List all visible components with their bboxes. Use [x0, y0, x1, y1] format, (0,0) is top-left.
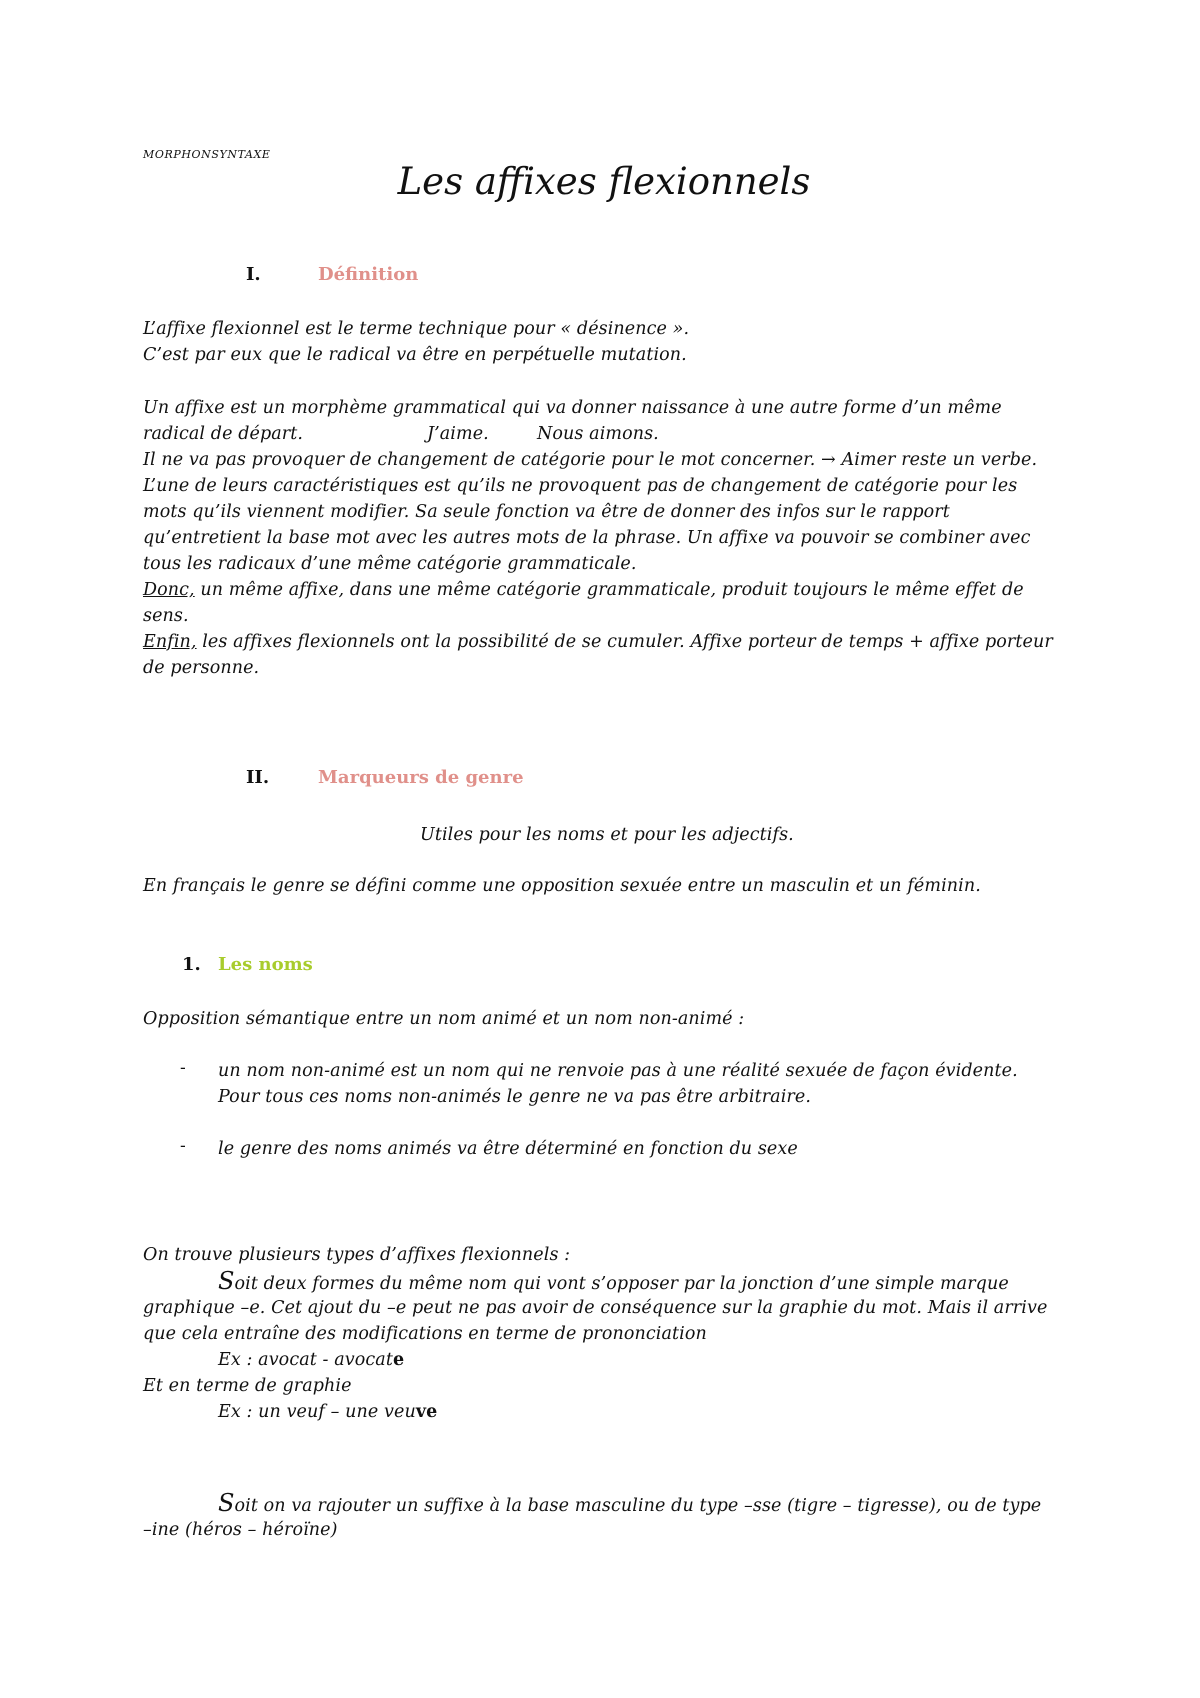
section-1-title: Définition [318, 264, 419, 285]
line-segment: oit deux formes du même nom qui vont s’opposer par la jonction d’une simple marque [234, 1274, 1009, 1294]
bullet-dash: - [180, 1058, 186, 1078]
title-text: Les affixes flexionnels [397, 160, 811, 203]
line-segment: oit on va rajouter un suffixe à la base masculine du type –sse (tigre – tigresse), ou de type [234, 1496, 1042, 1516]
line-segment: les affixes flexionnels ont la possibilité de se cumuler. Affixe porteur de temps + affixe porteur [196, 632, 1053, 652]
bullet-line: le genre des noms animés va être déterminé en fonction du sexe [218, 1139, 798, 1159]
paragraph-line [143, 577, 1024, 603]
bullet-line: un nom non-animé est un nom qui ne renvoie pas à une réalité sexuée de façon évidente. [218, 1061, 1018, 1081]
paragraph-line: mots qu’ils viennent modifier. Sa seule fonction va être de donner des infos sur le rapport [143, 502, 950, 522]
subsection-number: 1. [182, 954, 201, 975]
example-nous-aimons: Nous aimons. [537, 424, 659, 444]
underlined-word: Donc, [143, 580, 195, 600]
paragraph-line: de personne. [143, 658, 260, 678]
example-line [218, 1399, 437, 1425]
paragraph-line: graphique –e. Cet ajout du –e peut ne pas avoir de conséquence sur la graphie du mot. Mais il arrive [143, 1298, 1048, 1318]
paragraph-line: Opposition sémantique entre un nom animé et un nom non-animé : [143, 1009, 745, 1029]
paragraph-line: qu’entretient la base mot avec les autres mots de la phrase. Un affixe va pouvoir se combiner avec [143, 528, 1031, 548]
line-segment: radical de départ. [143, 424, 304, 444]
bold-letters: ve [415, 1402, 438, 1422]
drop-letter: S [218, 1267, 235, 1295]
section-1-number: I. [246, 264, 261, 285]
example-line [218, 1347, 404, 1373]
paragraph-line [218, 1490, 1041, 1519]
bullet-dash: - [180, 1136, 186, 1156]
subsection-title: Les noms [218, 954, 313, 975]
paragraph-line: On trouve plusieurs types d’affixes flexionnels : [143, 1245, 571, 1265]
paragraph-line: tous les radicaux d’une même catégorie grammaticale. [143, 554, 637, 574]
example-jaime: J’aime. [427, 424, 489, 444]
paragraph-line: C’est par eux que le radical va être en perpétuelle mutation. [143, 345, 687, 365]
paragraph-line: Il ne va pas provoquer de changement de catégorie pour le mot concerner. → Aimer reste un verbe. [143, 450, 1038, 470]
paragraph-line: sens. [143, 606, 189, 626]
paragraph-line: L’une de leurs caractéristiques est qu’ils ne provoquent pas de changement de catégorie pour les [143, 476, 1018, 496]
section-2-title: Marqueurs de genre [318, 767, 524, 788]
line-segment: Ex : avocat - avocat [218, 1350, 393, 1370]
paragraph-line: Et en terme de graphie [143, 1376, 352, 1396]
paragraph-line [143, 421, 303, 447]
bullet-line: Pour tous ces noms non-animés le genre ne va pas être arbitraire. [218, 1087, 811, 1107]
line-segment: Ex : un veuf – une veu [218, 1402, 416, 1422]
paragraph-line: Un affixe est un morphème grammatical qui va donner naissance à une autre forme d’un même [143, 398, 1002, 418]
paragraph-line [143, 629, 1053, 655]
document-title [0, 160, 1200, 203]
paragraph-line: que cela entraîne des modifications en terme de prononciation [143, 1324, 707, 1344]
document-header: MORPHONSYNTAXE [143, 148, 271, 161]
centered-note: Utiles pour les noms et pour les adjectifs. [420, 825, 794, 845]
line-segment: un même affixe, dans une même catégorie grammaticale, produit toujours le même effet de [194, 580, 1024, 600]
bold-letter: e [392, 1350, 405, 1370]
paragraph-line [218, 1268, 1009, 1297]
underlined-word: Enfin, [143, 632, 197, 652]
drop-letter: S [218, 1489, 235, 1517]
paragraph-line: En français le genre se défini comme une opposition sexuée entre un masculin et un féminin. [143, 876, 981, 896]
paragraph-line: –ine (héros – héroïne) [143, 1520, 338, 1540]
section-2-number: II. [246, 767, 270, 788]
paragraph-line: L’affixe flexionnel est le terme technique pour « désinence ». [143, 319, 690, 339]
